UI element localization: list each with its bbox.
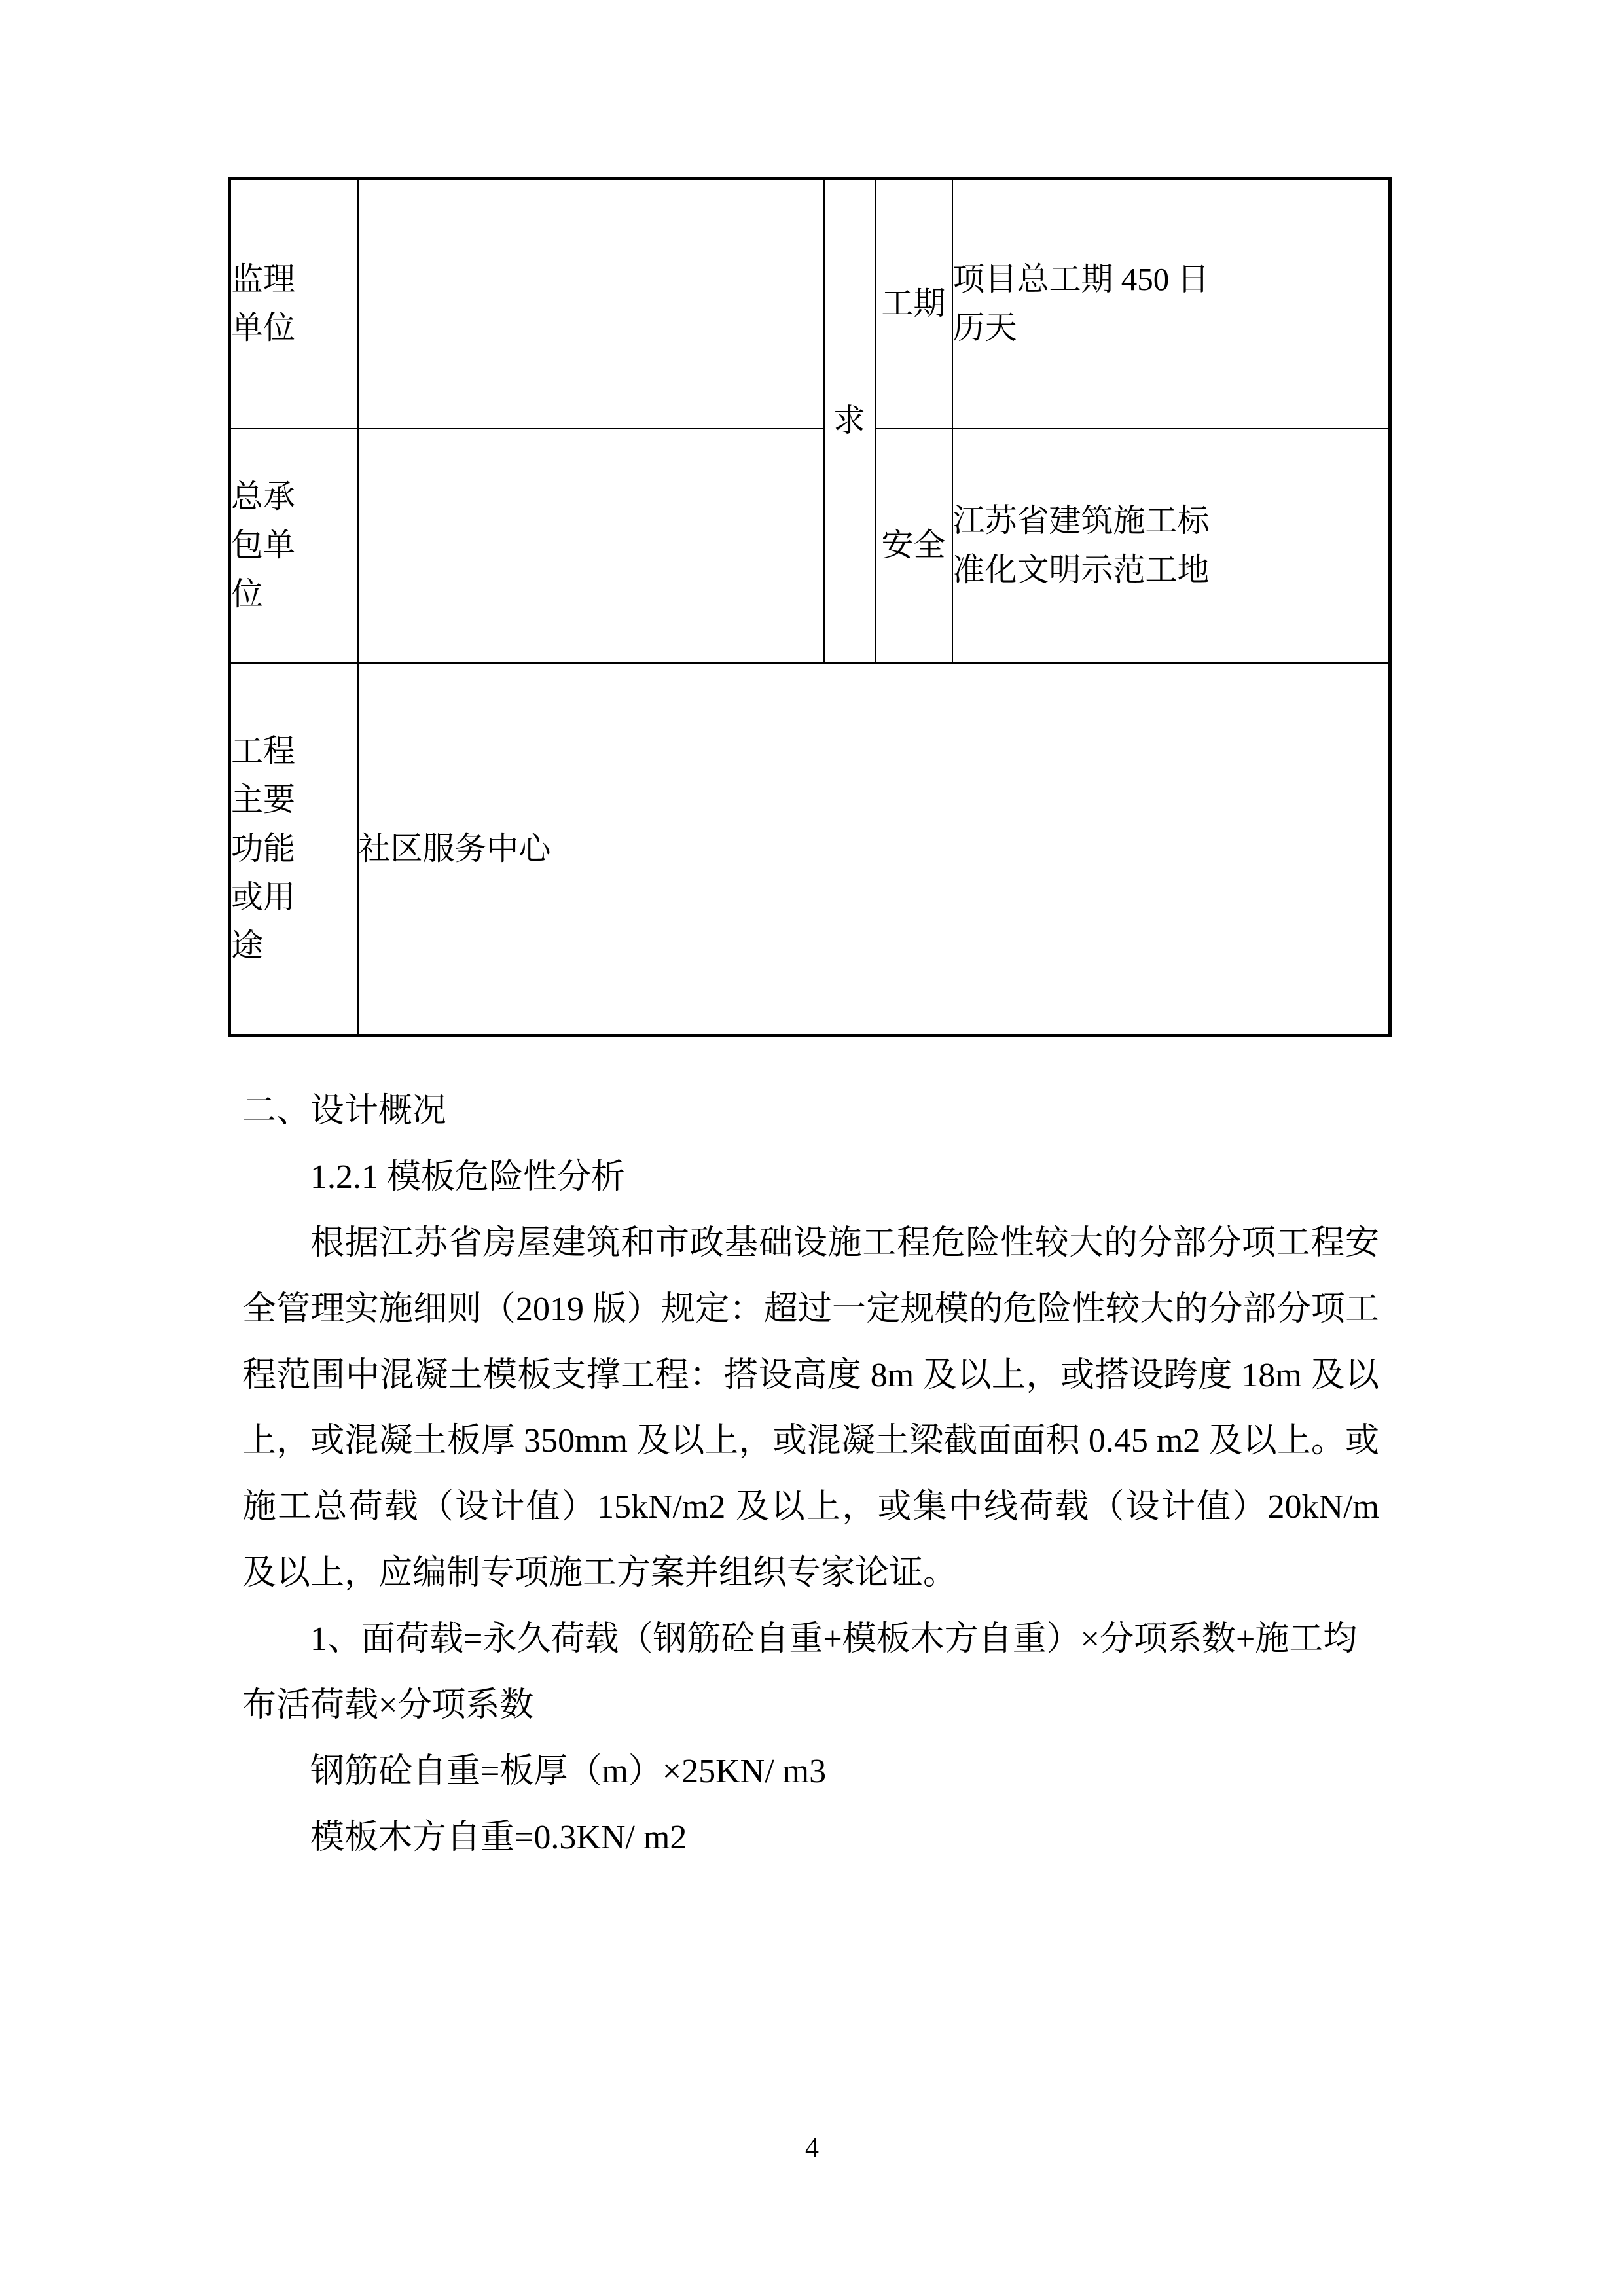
row-blank-cell-contractor (358, 429, 824, 663)
section-heading: 二、设计概况 (242, 1092, 447, 1130)
value-cell-duration (952, 179, 1390, 429)
label-line: 总承 (231, 478, 296, 514)
label-line: 位 (231, 575, 264, 612)
label-line: 途 (231, 927, 264, 964)
key-cell-duration: 工期 (875, 179, 952, 429)
value-line: 历天 (952, 310, 1017, 346)
label-line: 工程 (231, 732, 296, 769)
value-line: 江苏省建筑施工标 (952, 503, 1210, 539)
row-label-main-function (230, 663, 358, 1036)
value-cell-main-function: 社区服务中心 (358, 663, 1390, 1036)
value-line: 项目总工期 450 日 (952, 260, 1210, 297)
label-line: 监理 (231, 260, 296, 297)
formula-rebar-concrete-weight: 钢筋砼自重=板厚（m）×25KN/ m3 (310, 1752, 827, 1790)
body-content (242, 1079, 1379, 1871)
project-info-table (228, 177, 1392, 1037)
label-line: 包单 (231, 527, 296, 564)
row-label-supervision-unit (230, 179, 358, 429)
formula-surface-load: 1、面荷载=永久荷载（钢筋砼自重+模板木方自重）×分项系数+施工均布活荷载×分项系数 (242, 1621, 1358, 1724)
label-line: 单位 (231, 310, 296, 346)
formula-formwork-timber-weight: 模板木方自重=0.3KN/ m2 (310, 1818, 687, 1856)
row-blank-cell-supervision (358, 179, 824, 429)
key-cell-safety: 安全 (875, 429, 952, 663)
table-row (230, 663, 1390, 1036)
paragraph-regulation-basis: 根据江苏省房屋建筑和市政基础设施工程危险性较大的分部分项工程安全管理实施细则（2019 版）规定：超过一定规模的危险性较大的分部分项工程范围中混凝土模板支撑工程：搭设高度 8m 及以上，或搭设跨度 18m 及以上，或混凝土板厚 350mm 及以上，或混凝土梁截面面积 0.45 m2 及以上。或施工总荷载（设计值）15kN/m2 及以上，或集中线荷载（设计值）20kN/m 及以上，应编制专项施工方案并组织专家论证。 (242, 1224, 1379, 1592)
label-line: 主要 (231, 781, 296, 818)
value-line: 准化文明示范工地 (952, 551, 1210, 588)
page-number: 4 (805, 2133, 819, 2163)
row-label-general-contractor (230, 429, 358, 663)
table-row (230, 179, 1390, 429)
value-cell-safety (952, 429, 1390, 663)
label-line: 功能 (231, 830, 296, 867)
label-line: 或用 (231, 878, 296, 915)
table-row (230, 429, 1390, 663)
spanning-label-cell: 求 (824, 179, 875, 663)
subsection-heading: 1.2.1 模板危险性分析 (310, 1158, 626, 1196)
